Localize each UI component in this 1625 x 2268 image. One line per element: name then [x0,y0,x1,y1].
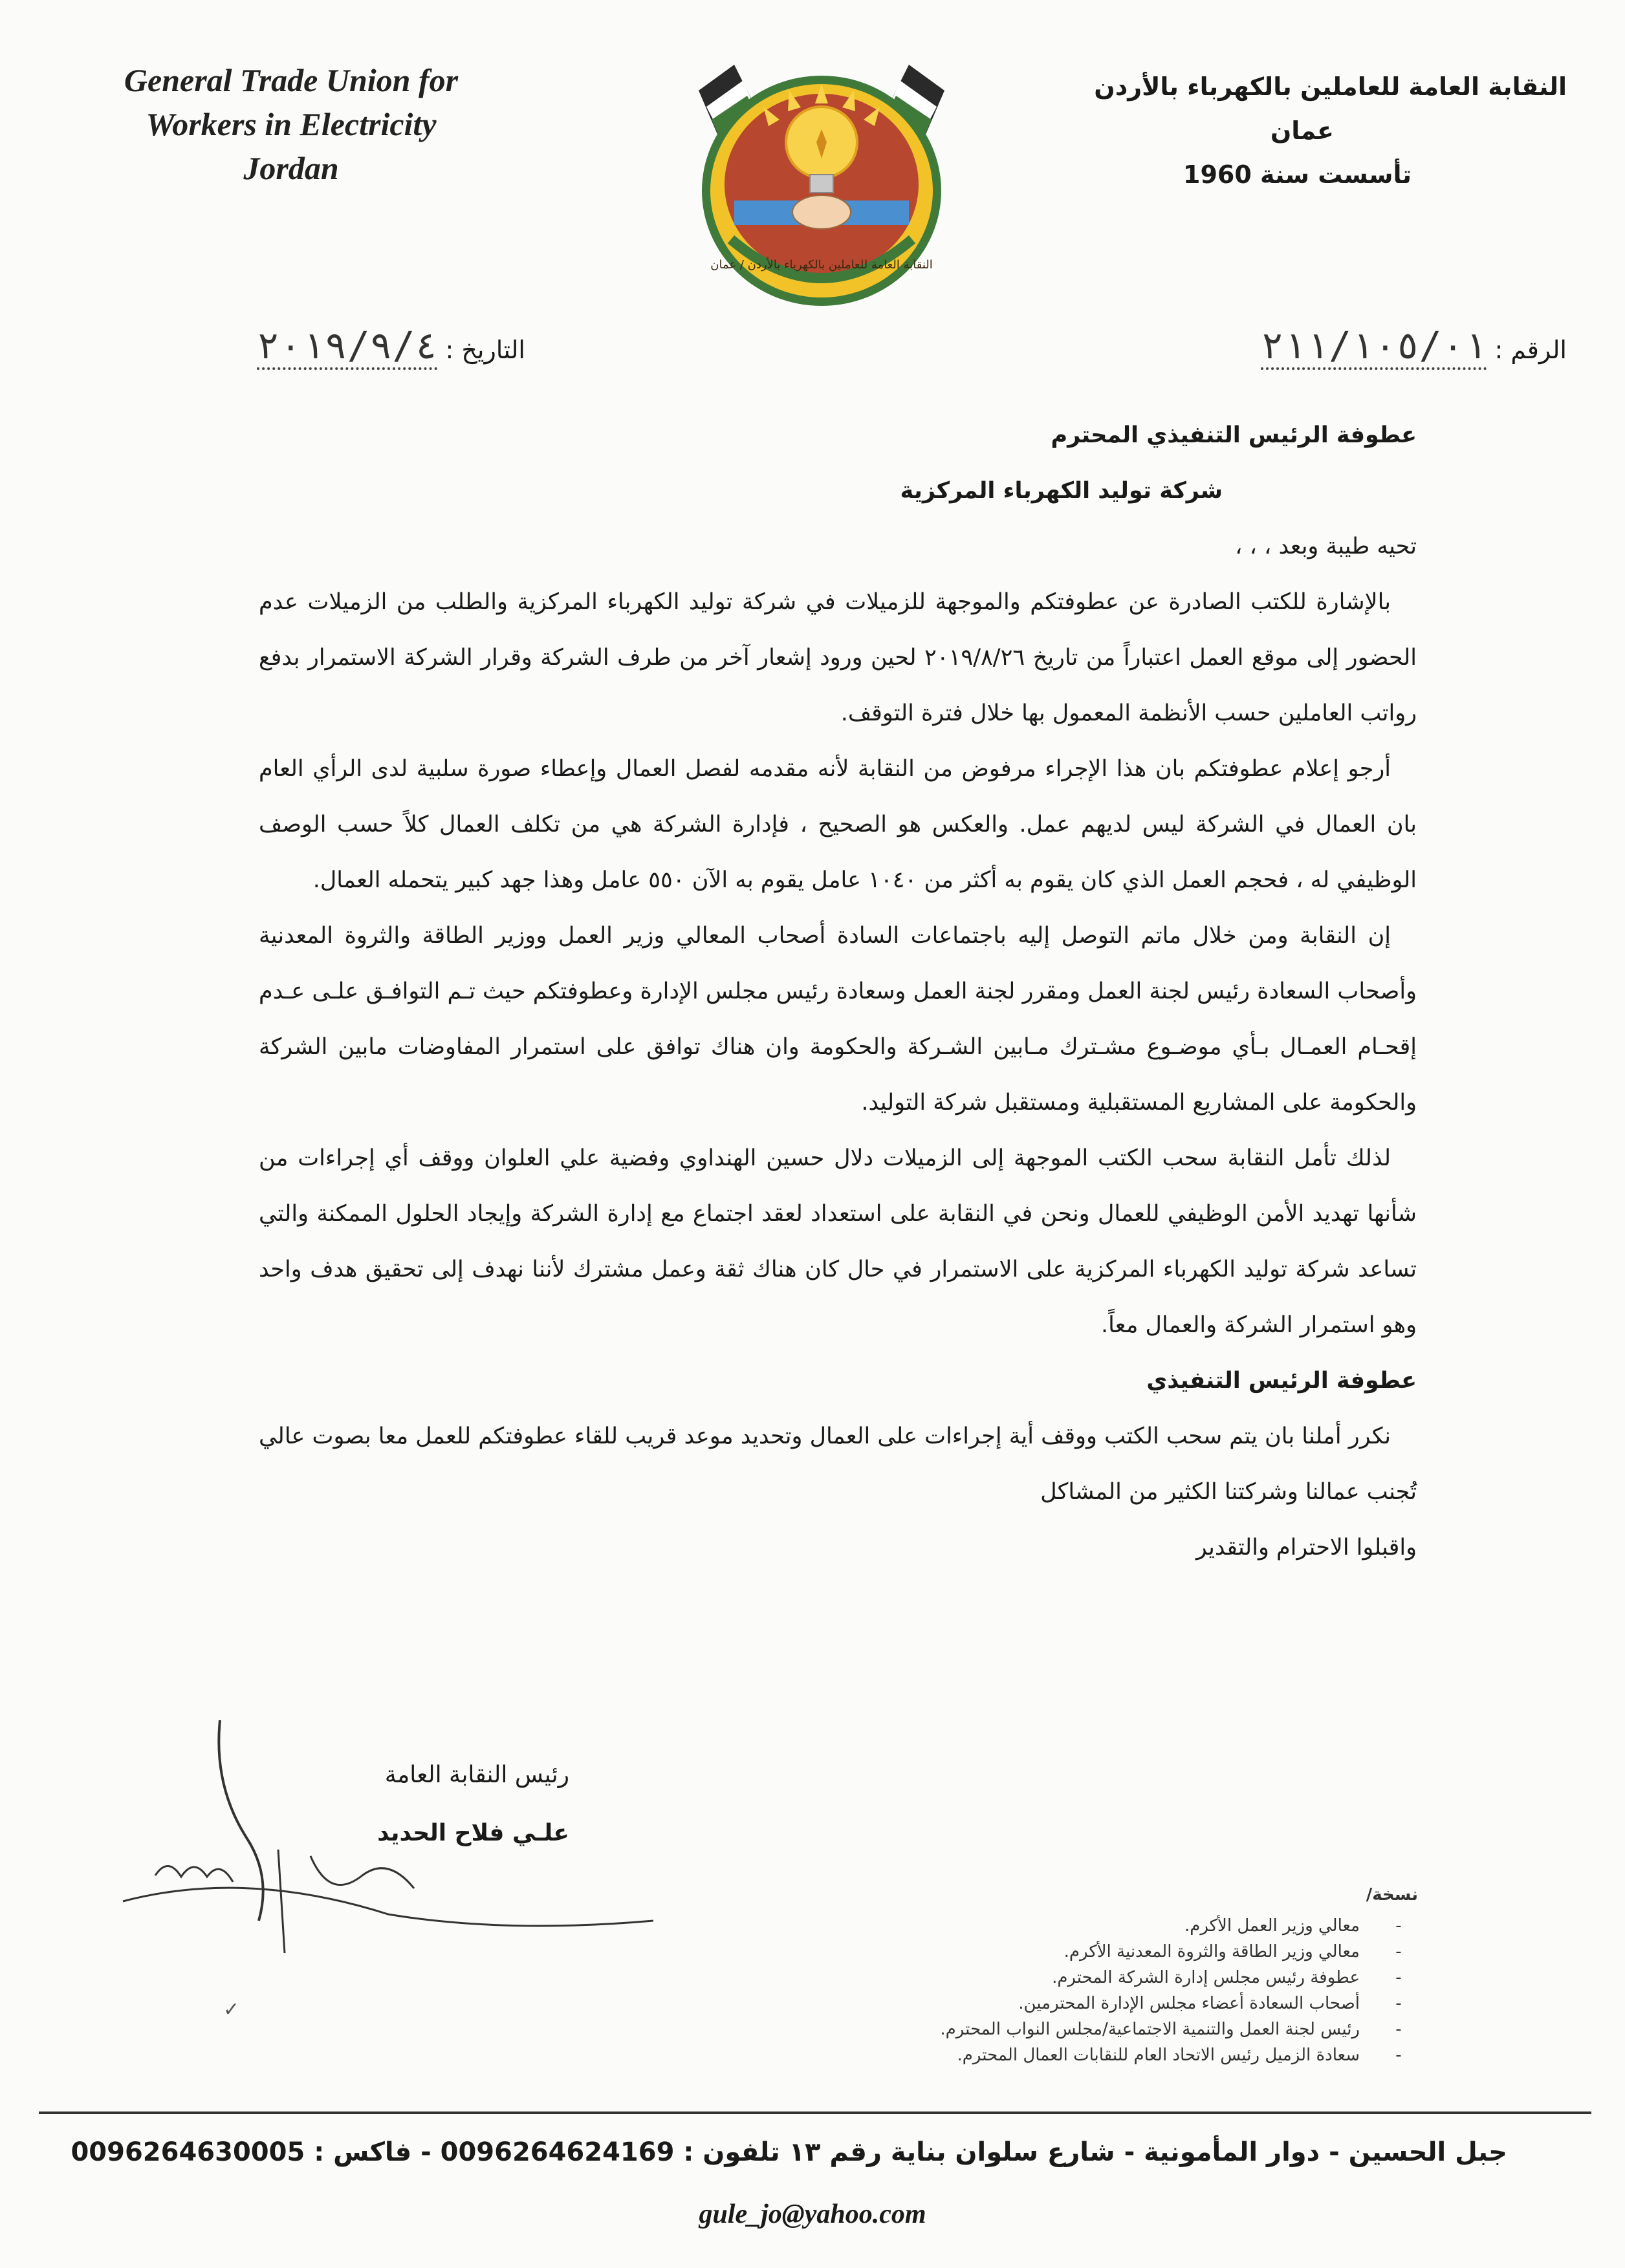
arabic-letterhead [985,65,1567,197]
english-letterhead [97,58,485,190]
copy-recipient-text: عطوفة رئيس مجلس إدارة الشركة المحترم. [1052,1968,1360,1987]
english-letterhead-line: Jordan [243,150,339,186]
list-dash: - [1395,2020,1402,2039]
lightbulb-emblem-icon [673,45,970,317]
arabic-letterhead-line: عمان [1270,116,1334,145]
reference-number-field [1261,323,1487,370]
copy-recipient-text: معالي وزير الطاقة والثروة المعدنية الأكرم. [1063,1942,1360,1961]
date-label: التاريخ : [445,336,525,364]
paragraph: إن النقابة ومن خلال ماتم التوصل إليه باجتماعات السادة أصحاب المعالي وزير العمل ووزير الطاقة والثروة المعدنية وأصحاب السعادة رئيس لجنة العمل ومقرر لجنة العمل وسعادة رئيس مجلس الإدارة وعطوفتكم حيث تـم التوافـق علـى عـدم إقحـام العمـال بـأي موضـوع مشـترك مـابين الشـركة والحكومة وان هناك توافق على استمرار المفاوضات مابين الشركة والحكومة على المشاريع المستقبلية ومستقبل شركة التوليد. [259,923,1417,1116]
reference-number-value: ٢١١/١٠٥/٠١ [1261,323,1487,367]
date-value: ٢٠١٩/٩/٤ [257,323,438,367]
logo-ring-text: النقابة العامة للعاملين بالكهرباء بالأردن / عمان [710,258,933,272]
handwritten-signature [116,1707,666,1979]
copy-recipient [836,2042,1418,2068]
footer-email: gule_jo@yahoo.com [699,2199,926,2229]
addressee-company: شركة توليد الكهرباء المركزية [900,478,1223,504]
footer-divider [39,2111,1591,2114]
arabic-letterhead-line: النقابة العامة للعاملين بالكهرباء بالأردن [1094,72,1567,101]
addressee-repeat: عطوفة الرئيس التنفيذي [1146,1368,1417,1394]
date-field [257,323,437,370]
copies-label: نسخة/ [1366,1885,1418,1905]
copy-recipient [836,1939,1418,1965]
closing-line: واقبلوا الاحترام والتقدير [1195,1535,1417,1561]
copy-recipient [836,1965,1418,1991]
addressee-line: عطوفة الرئيس التنفيذي المحترم [1051,422,1417,448]
letter-date [257,323,525,370]
list-dash: - [1395,1994,1402,2013]
copy-recipient-text: معالي وزير العمل الأكرم. [1184,1916,1360,1936]
list-dash: - [1395,1942,1402,1961]
copy-recipient [836,2016,1418,2042]
list-dash: - [1395,1968,1402,1987]
paragraph: بالإشارة للكتب الصادرة عن عطوفتكم والموجهة للزميلات في شركة توليد الكهرباء المركزية والطلب من الزميلات عدم الحضور إلى موقع العمل اعتباراً من تاريخ ٢٠١٩/٨/٢٦ لحين ورود إشعار آخر من طرف الشركة وقرار الشركة الاستمرار بدفع رواتب العاملين حسب الأنظمة المعمول بها خلال فترة التوقف. [259,589,1417,726]
arabic-letterhead-line: تأسست سنة 1960 [1183,160,1412,189]
union-logo [673,45,970,317]
copy-recipient [836,1913,1418,1939]
copy-recipient [836,1991,1418,2016]
english-letterhead-line: Workers in Electricity [146,106,437,142]
copies-list [836,1882,1418,2068]
copy-recipient-text: رئيس لجنة العمل والتنمية الاجتماعية/مجلس النواب المحترم. [940,2020,1360,2039]
reference-number-label: الرقم : [1494,336,1567,364]
greeting: تحيه طيبة وبعد ، ، ، [1235,534,1417,559]
paragraph: أرجو إعلام عطوفتكم بان هذا الإجراء مرفوض من النقابة لأنه مقدمه لفصل العمال وإعطاء صورة سلبية لدى الرأي العام بان العمال في الشركة ليس لديهم عمل. والعكس هو الصحيح ، فإدارة الشركة هي من تكلف العمال كلاً حسب الوصف الوظيفي له ، فحجم العمل الذي كان يقوم به أكثر من ١٠٤٠ عامل يقوم به الآن ٥٥٠ عامل وهذا جهد كبير يتحمله العمال. [259,756,1417,893]
copy-recipient-text: سعادة الزميل رئيس الاتحاد العام للنقابات العمال المحترم. [957,2046,1360,2065]
letter-body [259,407,1417,1575]
footer-address: جبل الحسين - دوار المأمونية - شارع سلوان بناية رقم ١٣ تلفون : 0096264624169 - فاكس : 0096264630005 [71,2137,1507,2167]
copy-recipient-text: أصحاب السعادة أعضاء مجلس الإدارة المحترمين. [1018,1994,1360,2013]
list-dash: - [1395,2046,1402,2065]
paragraph: لذلك تأمل النقابة سحب الكتب الموجهة إلى الزميلات دلال حسين الهنداوي وفضية علي العلوان ووقف أي إجراءات من شأنها تهديد الأمن الوظيفي للعمال ونحن في النقابة على استعداد لعقد اجتماع مع إدارة الشركة وإيجاد الحلول الممكنة والتي تساعد شركة توليد الكهرباء المركزية على الاستمرار في حال كان هناك ثقة وعمل مشترك لأننا نهدف إلى تحقيق هدف واحد وهو استمرار الشركة والعمال معاً. [259,1145,1417,1338]
reference-number [1261,323,1567,370]
signatory-name: علـي فلاح الحديد [377,1820,569,1846]
signatory-title: رئيس النقابة العامة [384,1762,569,1788]
check-mark-icon: ✓ [223,1998,240,2021]
english-letterhead-line: General Trade Union for [124,62,459,98]
list-dash: - [1395,1916,1402,1936]
paragraph: نكرر أملنا بان يتم سحب الكتب ووقف أية إجراءات على العمال وتحديد موعد قريب للقاء عطوفتكم للعمل معا بصوت عالي تُجنب عمالنا وشركتنا الكثير من المشاكل [259,1423,1417,1505]
